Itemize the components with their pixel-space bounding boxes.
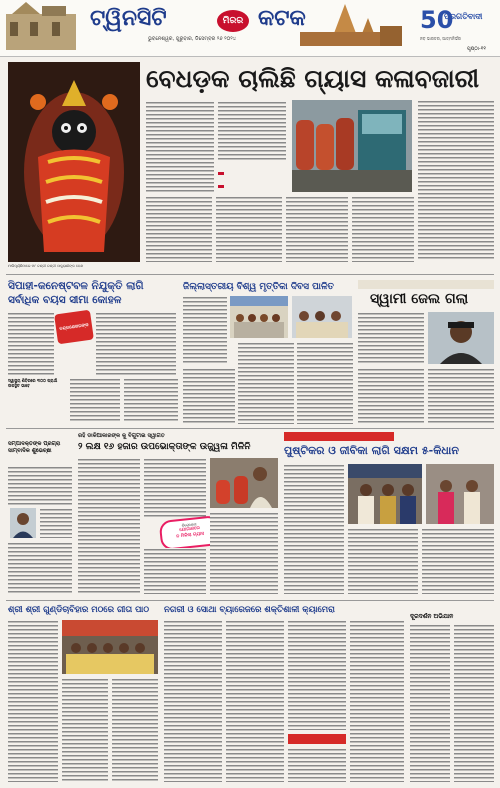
- deity-photo-caption: ମାଘିପୂର୍ଣ୍ଣିମାରେ ମା' ଚଣ୍ଡୀ ଚଣ୍ଡୀ ଠାକୁରାଣୀଙ୍କ ବେଶ: [8, 264, 83, 268]
- bottom2-body-col5: [350, 620, 404, 782]
- bottom3-body-col2: [454, 624, 494, 782]
- lpg-stamp-line2: ଯୋଗାଣରେ: [179, 525, 201, 534]
- soil-photo-1: [230, 296, 288, 338]
- nutrition-headline: ପୁଷ୍ଟିକର ଓ ଜୀବିକା ଲାଗି ସକ୍ଷମ ୫-କିଧାନ: [284, 444, 459, 457]
- soil-headline: ଜିଲ୍ଲାସ୍ତରୀୟ ବିଶ୍ୱ ମୃତ୍ତିକା ଦିବସ ପାଳିତ: [183, 282, 334, 292]
- anniversary-number: 50: [420, 6, 454, 34]
- soil-body-col1: [183, 296, 227, 364]
- lead-subhead-2: [218, 177, 290, 188]
- page-number: ପୃଷ୍ଠା-୧୧: [467, 46, 486, 52]
- lpg-stamp-line3: ନ ମିଳିଲା ଗ୍ୟାସ: [176, 531, 205, 540]
- paper-name: ପ୍ରଗତିବାଦୀ: [444, 12, 483, 21]
- bottom3-body-col1: [410, 624, 450, 782]
- paper-tagline: ନବ ଭାରତର, ଆତ୍ମନିର୍ଭର: [420, 36, 461, 41]
- police-body-col3: [70, 378, 120, 422]
- temple-left-icon: [6, 2, 76, 50]
- bullet-icon: [218, 185, 224, 189]
- maoist-body-col3: [428, 368, 494, 424]
- section-divider: [6, 600, 494, 601]
- bottom1-photo: [62, 620, 158, 674]
- nutrition-photo-2: [426, 464, 494, 524]
- deity-illustration: [8, 62, 140, 262]
- lead-body-col5: [286, 196, 348, 262]
- brief-body-1: [8, 466, 72, 506]
- soil-photo-2: [292, 296, 352, 338]
- bottom3-label: [410, 604, 494, 613]
- nutrition-photo-1: [348, 464, 422, 524]
- lead-body-col6: [352, 196, 414, 262]
- police-subhead: ସ୍ୱାସ୍ଥ୍ୟ ଶିବିରରେ ୩୦୦ ପ୍ରାର୍ଥୀ ଉପସ୍ଥିତ ଭାବେ: [8, 378, 58, 388]
- nutrition-body-col2: [348, 528, 418, 594]
- lpg-body-col4: [144, 548, 206, 594]
- lpg-stamp-line1: ବିରୋଧରେ: [181, 521, 197, 528]
- bottom1-body-col1: [8, 620, 58, 782]
- masthead-city: କଟକ: [258, 5, 306, 31]
- police-body-col4: [124, 378, 178, 422]
- bullet-icon: [218, 172, 224, 176]
- nutrition-label: [284, 432, 394, 441]
- lead-body-col2: [218, 101, 286, 161]
- bottom2-headline: ନଗରୀ ଓ ସୋଥା ବ୍ୟାରେଜରେ ଶକ୍ତିଶାଳୀ କ୍ୟାମେରା: [164, 605, 335, 615]
- bottom2-body-col2: [226, 620, 284, 782]
- police-badge-text: ଚନ୍ଦ୍ରଶେଖରଙ୍କ: [59, 322, 89, 333]
- masthead: [0, 0, 500, 57]
- bottom2-body-col4: [288, 748, 346, 782]
- masthead-date-line: ଭୁବନେଶ୍ୱର, ଗୁରୁବାର, ଡିସେମ୍ବର ୨୬ ୨୦୨୪: [148, 36, 236, 42]
- police-body-col2: [96, 312, 176, 376]
- nutrition-body-col3: [422, 528, 494, 594]
- police-headline-line2: ସର୍ବାଧିକ ବୟସ ସୀମା କୋହଳ: [8, 294, 122, 306]
- lead-body-col3: [146, 196, 212, 262]
- brief-label: [8, 432, 72, 440]
- maoist-label: [358, 280, 494, 289]
- bottom1-headline: ଶ୍ରୀ ଶ୍ରୀ ଗୁଣ୍ଡିଚାବିହାର ମଠରେ ଗୀତା ପାଠ: [8, 605, 150, 615]
- bottom2-body-col1: [164, 620, 222, 782]
- lpg-photo: [210, 458, 278, 508]
- maoist-body-col1: [358, 312, 424, 364]
- masthead-badge: ମିରର: [217, 10, 249, 32]
- deity-photo: [8, 62, 140, 262]
- lead-subhead-1: [218, 164, 290, 175]
- lpg-body-col3: [210, 512, 278, 594]
- temple-right-icon: [300, 4, 402, 46]
- lpg-headline: ୨ ଲକ୍ଷ ୧୬ ହଜାର ଉପଭୋକ୍ତାଙ୍କ ଉଜ୍ଜ୍ୱଳା ମିଳିନି: [78, 442, 251, 452]
- gas-cylinder-photo: [292, 100, 412, 192]
- police-badge: [54, 310, 94, 345]
- bottom1-body-col3: [112, 678, 158, 782]
- brief-body-3: [8, 542, 72, 594]
- lpg-body-col1: [78, 458, 140, 594]
- soil-body-col2: [183, 368, 235, 424]
- maoist-body-col2: [358, 368, 424, 424]
- lpg-body-col2: [144, 458, 206, 518]
- bottom2-inset-label: [288, 734, 346, 744]
- nutrition-body-col1: [284, 464, 344, 594]
- masthead-title: ଟ୍ୱିନସିଟି: [90, 5, 167, 31]
- soil-body-col4: [297, 342, 353, 424]
- soil-body-col3: [238, 342, 294, 424]
- lead-body-col1: [146, 101, 214, 193]
- section-divider: [6, 428, 494, 429]
- lead-body-col4: [216, 196, 282, 262]
- maoist-headline: ସ୍ୱାମୀ ଜେଲ ଗଲା: [370, 291, 469, 307]
- bottom2-body-col3: [288, 620, 346, 730]
- police-headline-line1: ସିପାହୀ-କନେଷ୍ଟବଳ ନିଯୁକ୍ତି ଲାଗି: [8, 280, 144, 292]
- section-divider: [6, 274, 494, 275]
- brief-headline: ସମ୍ପାଦକ୍ତିଙ୍କ ପ୍ରଗ୍ରା ସାମ୍ବାଦିକ ଶୁଭେଚ୍ଛା: [8, 441, 61, 454]
- brief-body-2: [40, 508, 72, 538]
- lpg-kicker: ରହି ଡାକିଆକାରଙ୍କ କୁ ବିଗୁଟାଇ ସ୍ୱାଗତ: [78, 433, 165, 439]
- bottom3-headline: ଦୂରଦର୍ଶନ ଅଭିଯାନ: [410, 613, 454, 620]
- lead-body-right: [418, 100, 494, 260]
- police-body-col1: [8, 312, 54, 376]
- lead-headline: ବେଧଡ଼କ ଚାଲିଛି ଗ୍ୟାସ କଳାବଜାରୀ: [146, 64, 480, 93]
- maoist-portrait-photo: [428, 312, 494, 364]
- bottom1-body-col2: [62, 678, 108, 782]
- brief-portrait-photo: [10, 508, 36, 538]
